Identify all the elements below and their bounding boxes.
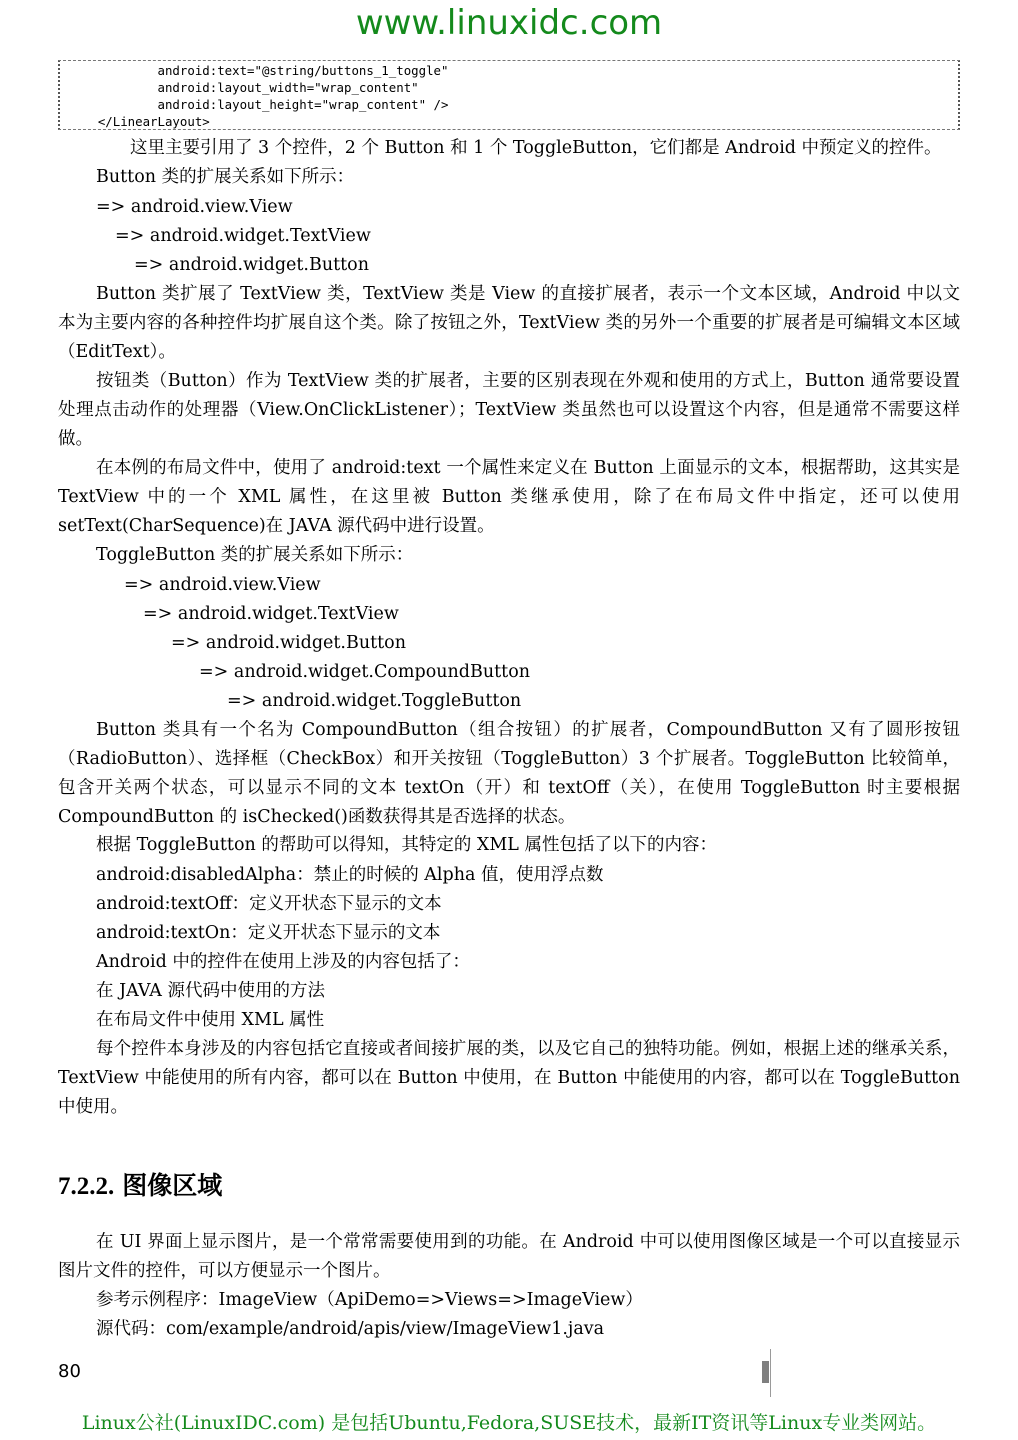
attribute-line: android:textOff：定义开状态下显示的文本: [96, 894, 442, 914]
code-line: android:text="@string/buttons_1_toggle": [68, 63, 449, 78]
page-marker-line: [770, 1349, 771, 1397]
hierarchy-line: => android.view.View: [96, 197, 293, 217]
hierarchy-line: => android.widget.CompoundButton: [199, 662, 530, 682]
hierarchy-line: => android.widget.ToggleButton: [227, 691, 522, 711]
list-line: 在 JAVA 源代码中使用的方法: [96, 981, 325, 1001]
site-url-header: www.linuxidc.com: [355, 3, 663, 43]
site-footer: Linux公社(LinuxIDC.com) 是包括Ubuntu,Fedora,SUSE技术，最新IT资讯等Linux专业类网站。: [81, 1412, 937, 1434]
paragraph: 在 UI 界面上显示图片，是一个常常需要使用到的功能。在 Android 中可以使用图像区域是一个可以直接显示图片文件的控件，可以方便显示一个图片。: [58, 1232, 960, 1281]
paragraph-intro: 这里主要引用了 3 个控件，2 个 Button 和 1 个 ToggleButton，它们都是 Android 中预定义的控件。: [130, 138, 942, 158]
paragraph: 按钮类（Button）作为 TextView 类的扩展者，主要的区别表现在外观和使用的方式上，Button 通常要设置处理点击动作的处理器（View.OnClickListener）；TextView 类虽然也可以设置这个内容，但是通常不需要这样做。: [58, 371, 960, 449]
hierarchy-line: => android.widget.Button: [171, 633, 406, 653]
paragraph: Button 类的扩展关系如下所示：: [96, 167, 355, 187]
code-block: [58, 60, 960, 130]
section-title: 图像区域: [122, 1171, 223, 1200]
page-marker-bar: [762, 1361, 769, 1383]
section-heading: [58, 1166, 222, 1207]
page-number: 80: [58, 1361, 81, 1382]
attribute-line: android:textOn：定义开状态下显示的文本: [96, 923, 441, 943]
hierarchy-line: => android.view.View: [124, 575, 321, 595]
hierarchy-line: => android.widget.TextView: [115, 226, 371, 246]
hierarchy-line: => android.widget.Button: [134, 255, 369, 275]
section-number: 7.2.2.: [58, 1173, 115, 1200]
paragraph: Button 类具有一个名为 CompoundButton（组合按钮）的扩展者，CompoundButton 又有了圆形按钮（RadioButton）、选择框（CheckBox）和开关按钮（ToggleButton）3 个扩展者。ToggleButton 比较简单，包含开关两个状态，可以显示不同的文本 textOn（开）和 textOff（关），在使用 ToggleButton 时主要根据 CompoundButton 的 isChecked()函数获得其是否选择的状态。: [58, 720, 960, 827]
page-marker: [762, 1349, 772, 1397]
paragraph: 在本例的布局文件中，使用了 android:text 一个属性来定义在 Button 上面显示的文本，根据帮助，这其实是 TextView 中的一个 XML 属性，在这里被 Button 类继承使用，除了在布局文件中指定，还可以使用 setText(CharSequence)在 JAVA 源代码中进行设置。: [58, 458, 960, 536]
hierarchy-line: => android.widget.TextView: [143, 604, 399, 624]
attribute-line: android:disabledAlpha：禁止的时候的 Alpha 值，使用浮点数: [96, 865, 604, 885]
paragraph: 每个控件本身涉及的内容包括它直接或者间接扩展的类，以及它自己的独特功能。例如，根据上述的继承关系，TextView 中能使用的所有内容，都可以在 Button 中使用，在 Button 中能使用的内容，都可以在 ToggleButton 中使用。: [58, 1039, 960, 1117]
paragraph: Button 类扩展了 TextView 类，TextView 类是 View 的直接扩展者，表示一个文本区域，Android 中以文本为主要内容的各种控件均扩展自这个类。除了按钮之外，TextView 类的另外一个重要的扩展者是可编辑文本区域（EditText）。: [58, 284, 960, 362]
code-line: </LinearLayout>: [68, 114, 210, 129]
paragraph: 根据 ToggleButton 的帮助可以得知，其特定的 XML 属性包括了以下的内容：: [96, 835, 717, 855]
paragraph: 参考示例程序：ImageView（ApiDemo=>Views=>ImageView）: [96, 1290, 643, 1310]
paragraph: Android 中的控件在使用上涉及的内容包括了：: [96, 952, 470, 972]
code-line: android:layout_height="wrap_content" />: [68, 97, 449, 112]
paragraph: ToggleButton 类的扩展关系如下所示：: [96, 545, 414, 565]
list-line: 在布局文件中使用 XML 属性: [96, 1010, 325, 1030]
paragraph: 源代码：com/example/android/apis/view/ImageView1.java: [96, 1319, 605, 1339]
code-line: android:layout_width="wrap_content": [68, 80, 419, 95]
